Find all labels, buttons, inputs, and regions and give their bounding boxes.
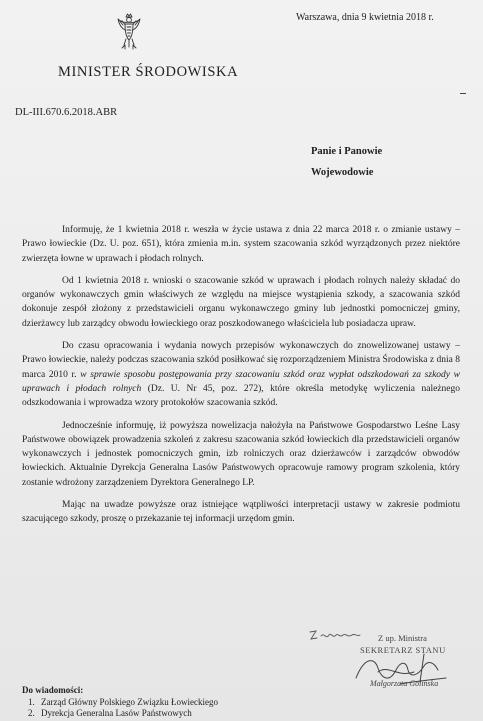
body-paragraph-2: Od 1 kwietnia 2018 r. wnioski o szacowanie szkód w uprawach i płodach rolnych należy składać do organów wykonawczych gmin właściwych ze względu na miejsce wystąpienia szkody, a szacowania szkód dokonuje zespół złożony z przedstawicieli organu wykonawczego gminy lub jednostki pomocniczej gminy, dzierżawcy lub zarządcy obwodu łowieckiego oraz poszkodowanego właściciela lub posiadacza upraw. [22, 275, 460, 329]
body-paragraph-4: Jednocześnie informuję, iż powyższa nowelizacja nałożyła na Państwowe Gospodarstwo Leśne Lasy Państwowe obowiązek prowadzenia szkoleń z zakresu szacowania szkód łowieckich dla przedstawicieli organów wykonawczych i jednostek pomocniczych gmin, izb rolniczych oraz dzierżawców i zarządców obwodów łowieckich. Aktualnie Dyrekcja Generalna Lasów Państwowych opracowuje ramowy program szkolenia, który zostanie wdrożony zarządzeniem Dyrektora Generalnego LP. [22, 420, 460, 488]
signature-title: SEKRETARZ STANU [360, 645, 446, 655]
cc-item: 1. Zarząd Główny Polskiego Związku Łowieckiego [37, 697, 218, 709]
initials-scribble [308, 626, 362, 644]
body-paragraph-5: Mając na uwadze powyższe oraz istniejące wątpliwości interpretacji ustawy w zakresie podmiotu szacującego szkody, proszę o przekazanie tej informacji urzędom gmin. [22, 500, 460, 525]
eagle-emblem-icon [116, 12, 142, 52]
cc-block [22, 685, 218, 720]
regulation-title: w sprawie sposobu postępowania przy szacowaniu szkód oraz wypłat odszkodowań za szkody w uprawach i płodach rolnych [22, 369, 461, 394]
cc-item: 2. Dyrekcja Generalna Lasów Państwowych [37, 708, 218, 720]
body-paragraph-1: Informuję, że 1 kwietnia 2018 r. weszła w życie ustawa z dnia 22 marca 2018 r. o zmianie ustawy – Prawo łowieckie (Dz. U. poz. 651), która zmienia m.in. system szacowania szkód wyrządzonych przez niektóre zwierzęta łowne w uprawach i płodach rolnych. [22, 225, 460, 264]
handwritten-signature [338, 648, 453, 696]
letter-date: Warszawa, dnia 9 kwietnia 2018 r. [296, 12, 434, 23]
body-paragraph-3 [22, 339, 460, 410]
ministry-name: MINISTER ŚRODOWISKA [58, 64, 239, 80]
addressee-block [311, 146, 382, 188]
cc-title: Do wiadomości: [22, 685, 84, 695]
margin-mark [460, 93, 466, 94]
signatory-name: Małgorzata Golińska [370, 679, 439, 688]
paragraph-3-text-end: (Dz. U. Nr 45, poz. 272), które określa metodykę wyliczenia należnego odszkodowania i wprowadza wzory protokołów szacowania szkód. [22, 383, 460, 409]
paragraph-3-text-start: Do czasu opracowania i wydania nowych przepisów wykonawczych do znowelizowanej ustawy – Prawo łowieckie, należy podczas szacowania szkód posiłkować się rozporządzeniem Ministra Środowiska z dnia 8 marca 2010 r. [22, 341, 460, 380]
cc-list [22, 697, 218, 720]
reference-number: DL-III.670.6.2018.ABR [15, 107, 118, 118]
letter-body [22, 223, 460, 527]
addressee-line-2: Wojewodowie [311, 167, 374, 178]
signature-line-1: Z up. Ministra [378, 633, 427, 643]
addressee-line-1: Panie i Panowie [311, 146, 383, 157]
